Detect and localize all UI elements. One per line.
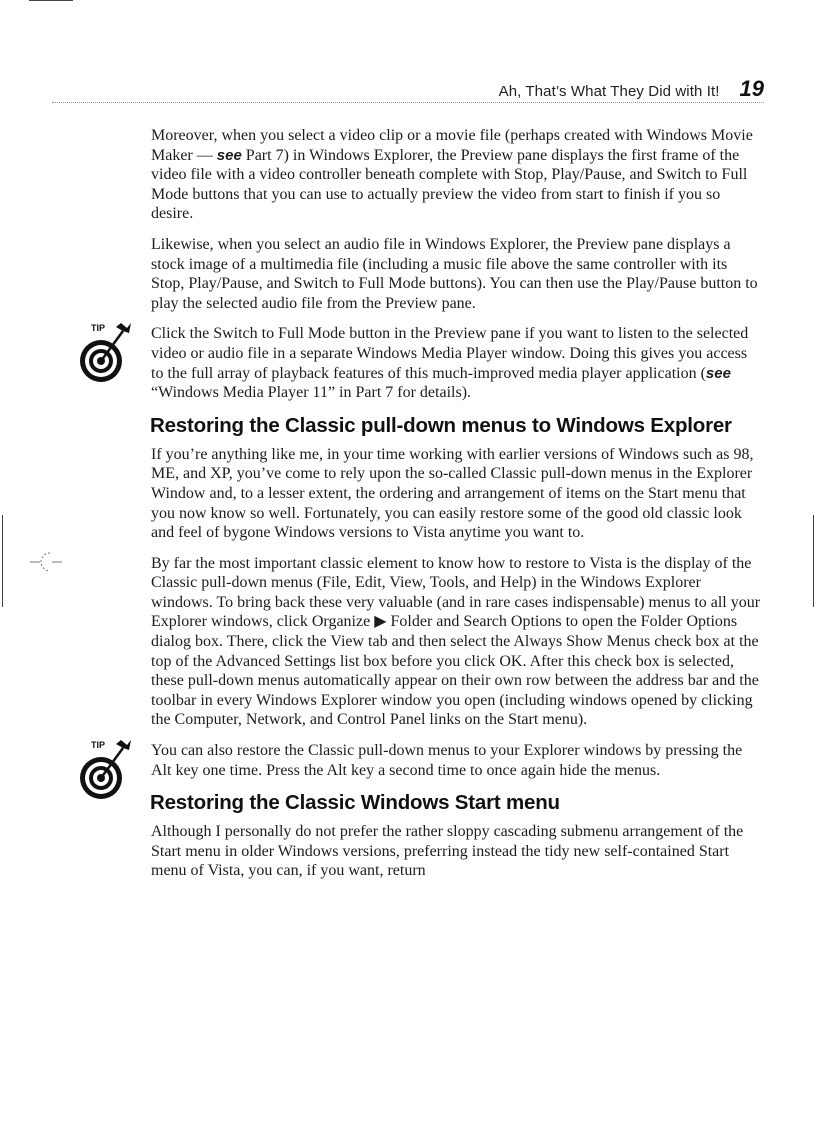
tip-text-alt-key: You can also restore the Classic pull-down menus to your Explorer windows by pressing the Alt key one time. Press the Alt key a second time to once again hide the menus.	[151, 742, 743, 779]
svg-text:TIP: TIP	[91, 740, 106, 751]
paragraph-video-preview: Moreover, when you select a video clip or a movie file (perhaps created with Windows Movie Maker — see Part 7) in Windows Explorer, the Preview pane displays the first frame of the video file with a video controller beneath complete with Stop, Play/Pause, and Switch to Full Mode buttons that you can use to actually preview the video from start to finish if you so desire.	[151, 127, 753, 223]
svg-text:TIP: TIP	[91, 323, 106, 334]
header-rule	[52, 102, 764, 103]
paragraph-classic-intro: If you’re anything like me, in your time working with earlier versions of Windows such as 98, ME, and XP, you’ve come to rely upon the so-called Classic pull-down menus in the Explorer Window and, to a lesser extent, the ordering and arrangement of items on the Start menu that you now know so well. Fortunately, you can easily restore some of the good old classic look and feel of bygone Windows versions to Vista anytime you want to.	[151, 445, 754, 542]
paragraph-start-menu: Although I personally do not prefer the rather sloppy cascading submenu arrangement of the Start menu in older Windows versions, preferring instead the tidy new self-contained Start menu of Vista, you can, if you want, return	[151, 823, 744, 880]
tip-target-icon	[79, 736, 137, 806]
tip-target-icon	[79, 319, 137, 389]
body-column	[91, 126, 763, 892]
page-number: 19	[739, 76, 764, 101]
running-head-title: Ah, That’s What They Did with It!	[498, 83, 720, 100]
see-reference: see	[705, 364, 731, 382]
section-heading-classic-menus: Restoring the Classic pull-down menus to Windows Explorer	[150, 413, 732, 437]
paragraph-audio-preview: Likewise, when you select an audio file in Windows Explorer, the Preview pane displays a stock image of a multimedia file (including a music file above the same controller with its Stop, Play/Pause, and Switch to Full Mode buttons). You can then use the Play/Pause button to play the selected audio file from the Preview pane.	[151, 235, 758, 312]
tip-text-full-mode: Click the Switch to Full Mode button in the Preview pane if you want to listen to the selected video or audio file in a separate Windows Media Player window. Doing this gives you access to the full array of playback features of this much-improved media player application (see “Windows Media Player 11” in Part 7 for details).	[151, 325, 749, 402]
paragraph-restore-menus: By far the most important classic element to know how to restore to Vista is the display of the Classic pull-down menus (File, Edit, View, Tools, and Help) in the Windows Explorer windows. To bring back these very valuable (and in rare cases indispensable) menus to all your Explorer windows, click Organize ▶ Folder and Search Options to open the Folder Options dialog box. There, click the View tab and then select the Always Show Menus check box at the top of the Advanced Settings list box before you click OK. After this check box is selected, these pull-down menus automatically appear on their own row between the address bar and the toolbar in every Windows Explorer window you open (including windows opened by clicking the Computer, Network, and Control Panel links on the Start menu).	[151, 554, 761, 729]
section-heading-start-menu: Restoring the Classic Windows Start menu	[150, 791, 560, 815]
tip-block-alt-key	[91, 740, 763, 780]
crop-mark-left	[2, 515, 3, 607]
crop-mark-right	[813, 515, 814, 607]
tip-block-full-mode	[91, 323, 763, 402]
crop-mark-top	[29, 0, 73, 1]
registration-mark-icon	[28, 548, 64, 576]
see-reference: see	[216, 146, 242, 164]
running-head	[150, 76, 764, 102]
